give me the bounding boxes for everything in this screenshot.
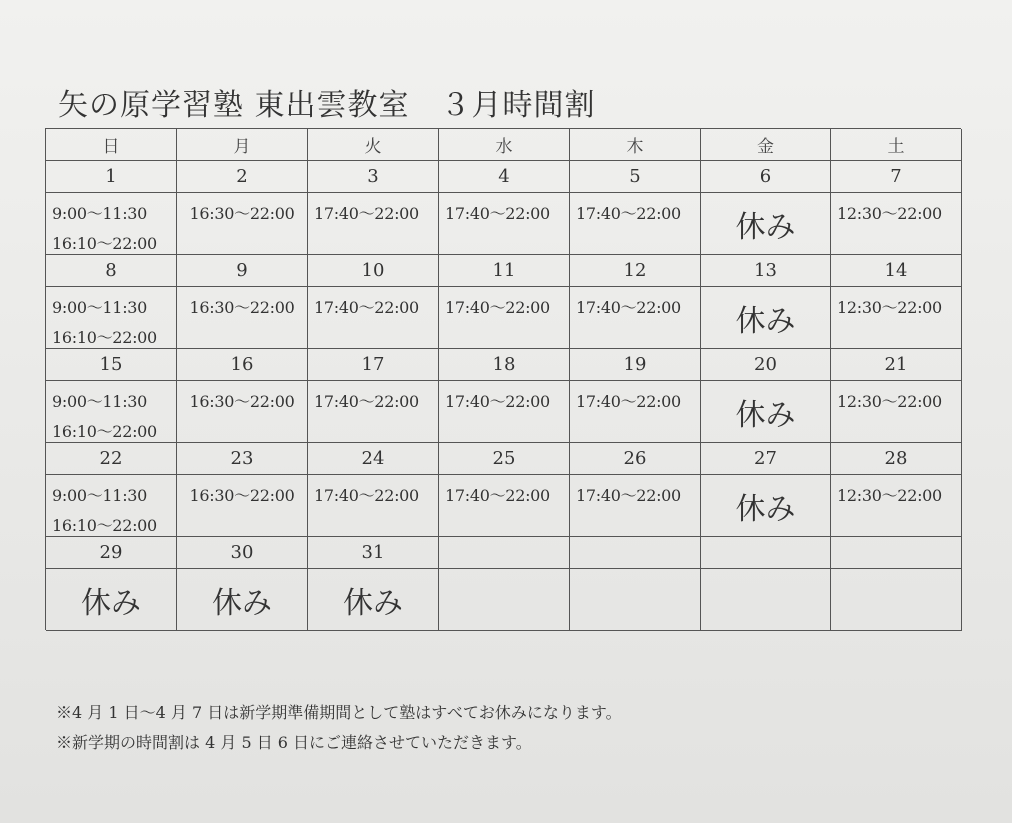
hours-cell <box>831 569 962 631</box>
hours-cell <box>177 287 308 349</box>
closed-label: 休み <box>343 585 403 621</box>
date-cell: 16 <box>177 349 308 381</box>
date-cell: 18 <box>439 349 570 381</box>
date-cell: 23 <box>177 443 308 475</box>
date-cell: 14 <box>831 255 962 287</box>
date-cell: 15 <box>46 349 177 381</box>
date-cell: 17 <box>308 349 439 381</box>
time-range: 17:40〜22:00 <box>445 486 550 505</box>
date-cell: 3 <box>308 161 439 193</box>
closed-cell <box>701 287 831 349</box>
time-range: 16:10〜22:00 <box>52 516 157 535</box>
date-cell: 24 <box>308 443 439 475</box>
time-range: 16:30〜22:00 <box>189 204 295 223</box>
weekday-header: 日 <box>46 129 177 161</box>
weekday-header: 土 <box>831 129 962 161</box>
hours-cell <box>308 381 439 443</box>
date-cell: 21 <box>831 349 962 381</box>
hours-cell <box>177 193 308 255</box>
weekday-header: 木 <box>570 129 701 161</box>
time-range: 16:10〜22:00 <box>52 234 157 253</box>
weekday-header: 水 <box>439 129 570 161</box>
date-cell: 6 <box>701 161 831 193</box>
time-range: 17:40〜22:00 <box>445 298 550 317</box>
date-cell: 22 <box>46 443 177 475</box>
closed-label: 休み <box>735 397 796 433</box>
time-range: 12:30〜22:00 <box>837 486 942 505</box>
hours-cell <box>439 475 570 537</box>
hours-cell <box>439 287 570 349</box>
time-range: 16:30〜22:00 <box>189 486 295 505</box>
time-range: 17:40〜22:00 <box>314 204 419 223</box>
date-cell: 25 <box>439 443 570 475</box>
hours-cell <box>308 475 439 537</box>
hours-cell <box>439 381 570 443</box>
closed-label: 休み <box>735 491 796 527</box>
time-range: 9:00〜11:30 <box>52 392 148 411</box>
hours-cell <box>831 287 962 349</box>
date-cell: 31 <box>308 537 439 569</box>
hours-cell <box>439 569 570 631</box>
date-cell: 19 <box>570 349 701 381</box>
hours-cell <box>46 193 177 255</box>
hours-cell <box>570 287 701 349</box>
date-cell: 27 <box>701 443 831 475</box>
date-cell <box>439 537 570 569</box>
closed-cell <box>701 193 831 255</box>
hours-cell <box>831 193 962 255</box>
time-range: 17:40〜22:00 <box>576 204 681 223</box>
time-range: 17:40〜22:00 <box>576 486 681 505</box>
time-range: 17:40〜22:00 <box>445 204 550 223</box>
time-range: 17:40〜22:00 <box>314 298 419 317</box>
time-range: 16:10〜22:00 <box>52 328 157 347</box>
hours-cell <box>46 287 177 349</box>
hours-cell <box>570 475 701 537</box>
date-cell <box>570 537 701 569</box>
closed-cell <box>46 569 177 631</box>
page-title: 矢の原学習塾 東出雲教室 ３月時間割 <box>58 88 596 123</box>
weekday-header: 金 <box>701 129 831 161</box>
date-cell: 10 <box>308 255 439 287</box>
time-range: 12:30〜22:00 <box>837 298 942 317</box>
hours-cell <box>831 475 962 537</box>
date-cell: 30 <box>177 537 308 569</box>
hours-cell <box>570 381 701 443</box>
hours-cell <box>701 569 831 631</box>
note-line: ※新学期の時間割は 4 月 5 日 6 日にご連絡させていただきます。 <box>56 733 532 752</box>
time-range: 12:30〜22:00 <box>837 204 942 223</box>
hours-cell <box>570 569 701 631</box>
time-range: 9:00〜11:30 <box>52 204 148 223</box>
date-cell: 28 <box>831 443 962 475</box>
closed-label: 休み <box>81 585 141 621</box>
date-cell: 7 <box>831 161 962 193</box>
time-range: 9:00〜11:30 <box>52 486 148 505</box>
weekday-header: 月 <box>177 129 308 161</box>
notes <box>56 698 622 758</box>
closed-cell <box>701 381 831 443</box>
hours-cell <box>46 381 177 443</box>
hours-cell <box>831 381 962 443</box>
closed-label: 休み <box>735 209 796 245</box>
closed-label: 休み <box>212 585 272 621</box>
hours-cell <box>308 193 439 255</box>
date-cell <box>831 537 962 569</box>
hours-cell <box>46 475 177 537</box>
note-line: ※4 月 1 日〜4 月 7 日は新学期準備期間として塾はすべてお休みになります。 <box>56 703 622 722</box>
date-cell <box>701 537 831 569</box>
time-range: 17:40〜22:00 <box>314 392 419 411</box>
date-cell: 13 <box>701 255 831 287</box>
closed-cell <box>308 569 439 631</box>
date-cell: 8 <box>46 255 177 287</box>
schedule-table <box>45 128 961 630</box>
time-range: 17:40〜22:00 <box>445 392 550 411</box>
date-cell: 2 <box>177 161 308 193</box>
hours-cell <box>177 381 308 443</box>
hours-cell <box>570 193 701 255</box>
time-range: 17:40〜22:00 <box>314 486 419 505</box>
time-range: 16:30〜22:00 <box>189 392 295 411</box>
hours-cell <box>439 193 570 255</box>
hours-cell <box>308 287 439 349</box>
time-range: 16:10〜22:00 <box>52 422 157 441</box>
weekday-header: 火 <box>308 129 439 161</box>
time-range: 17:40〜22:00 <box>576 392 681 411</box>
closed-cell <box>701 475 831 537</box>
date-cell: 12 <box>570 255 701 287</box>
time-range: 9:00〜11:30 <box>52 298 148 317</box>
date-cell: 1 <box>46 161 177 193</box>
closed-cell <box>177 569 308 631</box>
date-cell: 5 <box>570 161 701 193</box>
date-cell: 4 <box>439 161 570 193</box>
date-cell: 29 <box>46 537 177 569</box>
date-cell: 20 <box>701 349 831 381</box>
time-range: 17:40〜22:00 <box>576 298 681 317</box>
hours-cell <box>177 475 308 537</box>
closed-label: 休み <box>735 303 796 339</box>
date-cell: 26 <box>570 443 701 475</box>
date-cell: 11 <box>439 255 570 287</box>
date-cell: 9 <box>177 255 308 287</box>
time-range: 12:30〜22:00 <box>837 392 942 411</box>
time-range: 16:30〜22:00 <box>189 298 295 317</box>
